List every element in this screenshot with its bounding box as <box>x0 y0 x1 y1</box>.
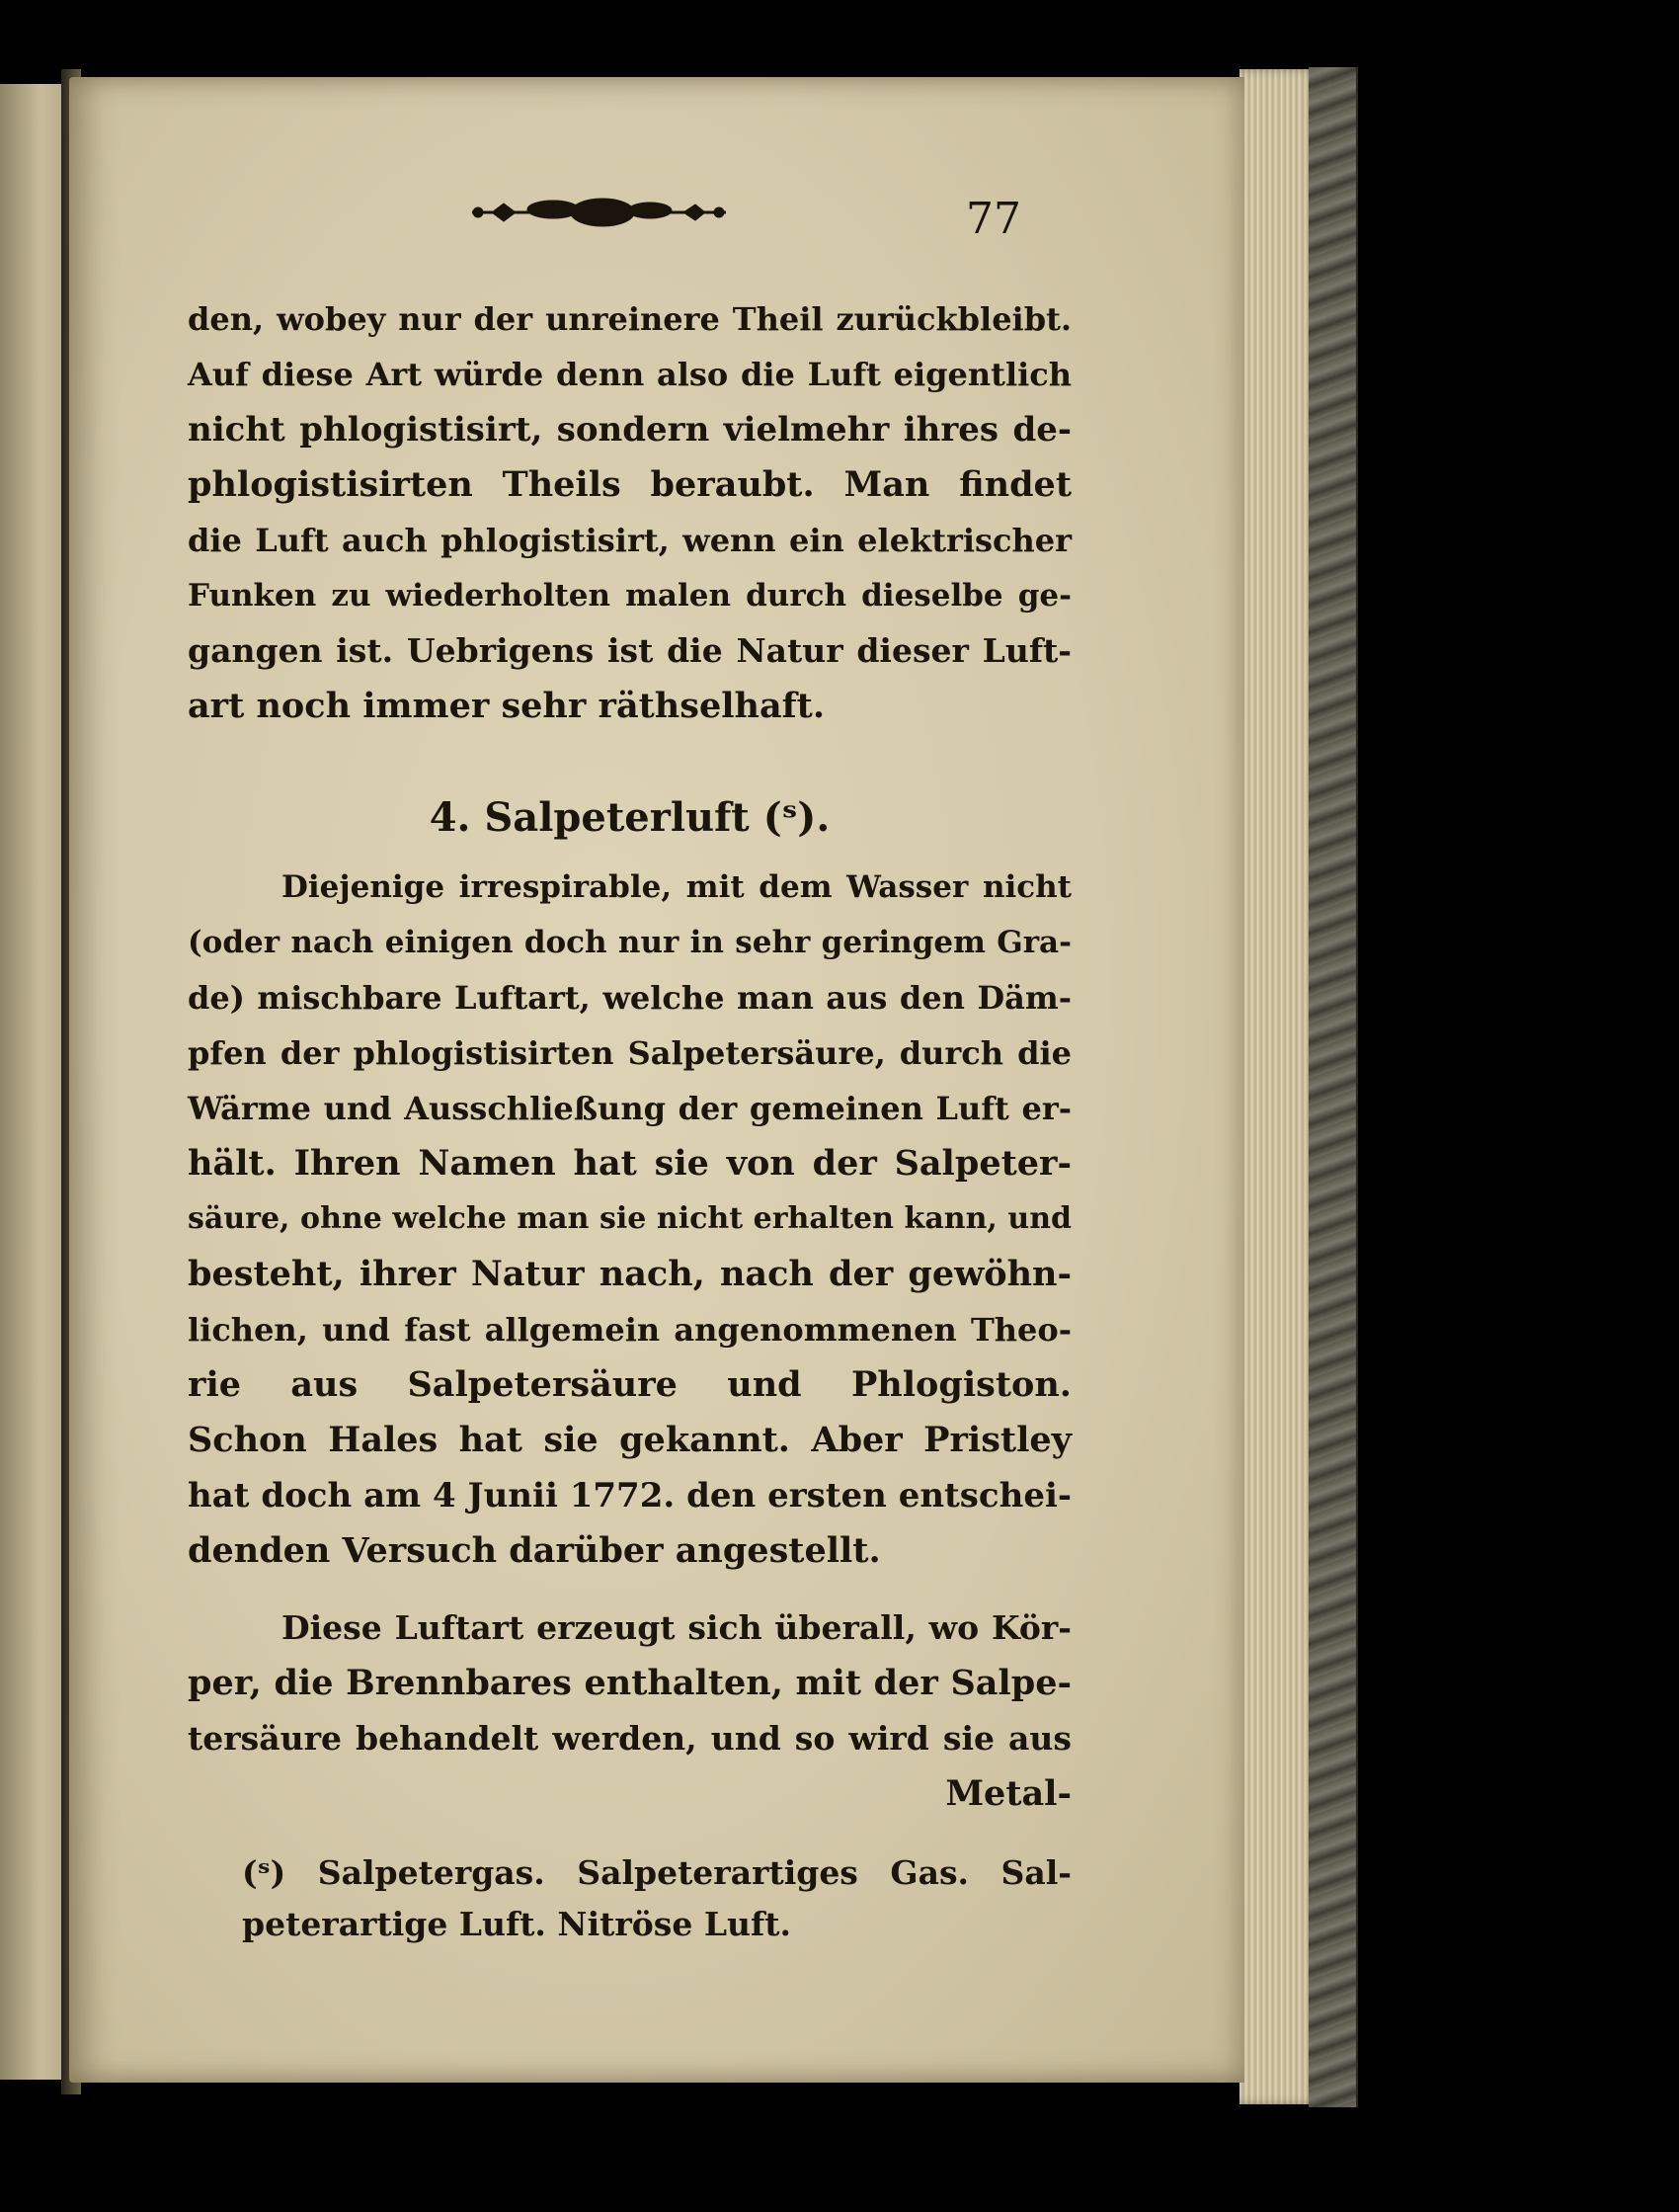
text-line: (oder nach einigen doch nur in sehr geringem Gra- <box>188 925 1072 960</box>
text-line: tersäure behandelt werden, und so wird sie aus <box>188 1719 1072 1758</box>
text-line: den, wobey nur der unreinere Theil zurückbleibt. <box>188 300 1072 338</box>
page-edges <box>1239 69 1319 2104</box>
text-line: Diese Luftart erzeugt sich überall, wo Kör- <box>281 1608 1072 1647</box>
text-line: nicht phlogistisirt, sondern vielmehr ihres de- <box>188 410 1072 450</box>
text-line: Funken zu wiederholten malen durch dieselbe ge- <box>188 578 1072 614</box>
left-page-edge <box>0 84 69 2080</box>
text-line: die Luft auch phlogistisirt, wenn ein elektrischer <box>188 522 1072 559</box>
text-line: säure, ohne welche man sie nicht erhalten kann, und <box>188 1201 1072 1236</box>
text-line: lichen, und fast allgemein angenommenen Theo- <box>188 1311 1072 1349</box>
text-line: phlogistisirten Theils beraubt. Man findet <box>188 464 1072 505</box>
text-line: gangen ist. Uebrigens ist die Natur dieser Luft- <box>188 631 1072 670</box>
text-line: rie aus Salpetersäure und Phlogiston. <box>188 1364 1072 1405</box>
section-heading: 4. Salpeterluft (ˢ). <box>429 794 831 841</box>
text-line: Diejenige irrespirable, mit dem Wasser nicht <box>281 869 1072 905</box>
text-line: Wärme und Ausschließung der gemeinen Luft er- <box>188 1090 1072 1127</box>
page-number: 77 <box>966 194 1021 244</box>
text-line: Auf diese Art würde denn also die Luft eigentlich <box>188 356 1072 393</box>
footnote-line: (ˢ) Salpetergas. Salpeterartiges Gas. Sal- <box>242 1853 1072 1892</box>
footnote-line: peterartige Luft. Nitröse Luft. <box>242 1905 791 1943</box>
paragraph-2 <box>188 860 1072 1579</box>
paragraph-3 <box>188 1600 1072 1822</box>
text-line: besteht, ihrer Natur nach, nach der gewöhn- <box>188 1254 1072 1294</box>
text-line: art noch immer sehr räthselhaft. <box>188 686 826 726</box>
text-line: per, die Brennbares enthalten, mit der Salpe- <box>188 1663 1072 1703</box>
ornament-icon <box>464 190 736 235</box>
text-line: hält. Ihren Namen hat sie von der Salpeter- <box>188 1143 1072 1184</box>
text-line: hat doch am 4 Junii 1772. den ersten entschei- <box>188 1476 1072 1516</box>
text-line: pfen der phlogistisirten Salpetersäure, durch die <box>188 1034 1072 1072</box>
footnote <box>188 1847 1072 1950</box>
text-line: Schon Hales hat sie gekannt. Aber Pristley <box>188 1420 1072 1460</box>
book-cover-edge <box>1309 67 1358 2107</box>
paragraph-1 <box>188 291 1072 734</box>
catchword: Metal- <box>945 1773 1072 1814</box>
text-line: denden Versuch darüber angestellt. <box>188 1530 881 1571</box>
text-line: de) mischbare Luftart, welche man aus den Däm- <box>188 979 1072 1017</box>
